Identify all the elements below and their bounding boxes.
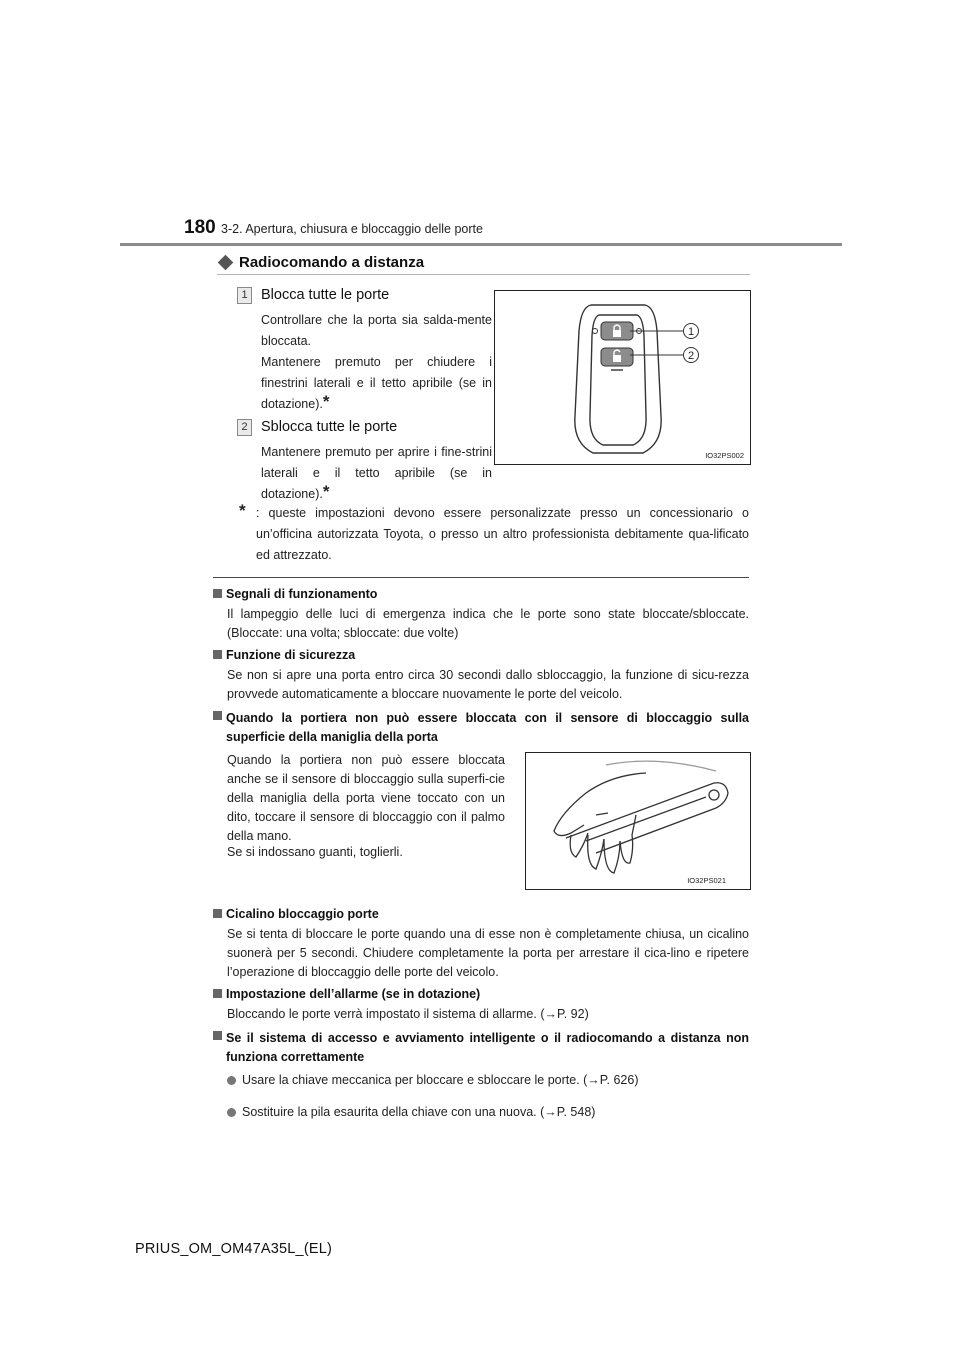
note-body: Il lampeggio delle luci di emergenza indica che le porte sono state bloccate/sbloccate. (Bloccate: una volta; sbloccate: due volte)	[227, 607, 749, 640]
note-title	[213, 587, 749, 601]
note-title-text: Segnali di funzionamento	[226, 587, 378, 601]
header-divider	[120, 243, 842, 246]
subheading	[217, 254, 424, 271]
note-title	[213, 1029, 749, 1067]
item-title-2: Sblocca tutte le porte	[261, 419, 398, 435]
page-number: 180	[184, 217, 216, 238]
note-title	[213, 648, 749, 662]
notes-divider	[213, 577, 749, 578]
note-body: Se non si apre una porta entro circa 30 secondi dallo sbloccaggio, la funzione di sicu-rezza provvede automaticamente a bloccare nuovamente le porte del veicolo.	[227, 668, 749, 701]
callout-2: 2	[687, 350, 695, 362]
square-bullet-icon	[213, 1031, 222, 1040]
diamond-icon	[218, 255, 234, 271]
square-bullet-icon	[213, 589, 222, 598]
asterisk-mark: *	[322, 482, 330, 501]
asterisk-mark: *	[322, 392, 330, 411]
section-title: 3-2. Apertura, chiusura e bloccaggio delle porte	[221, 222, 483, 236]
item-body-1b	[261, 352, 492, 415]
square-bullet-icon	[213, 650, 222, 659]
note-title	[213, 907, 749, 921]
note-body: Se si tenta di bloccare le porte quando una di esse non è completamente chiusa, un cicalino suonerà per 5 secondi. Chiudere completamente la porta per arrestare il cica-lino e ripetere l’operazione di bloccaggio delle porte del veicolo.	[227, 927, 749, 979]
circle-bullet-icon	[227, 1108, 236, 1117]
square-bullet-icon	[213, 711, 222, 720]
item-number-2: 2	[237, 419, 252, 436]
square-bullet-icon	[213, 989, 222, 998]
item-body-1b-text: Mantenere premuto per chiudere i finestrini laterali e il tetto apribile (se in dotazione).	[261, 355, 492, 411]
square-bullet-icon	[213, 909, 222, 918]
note-body: Quando la portiera non può essere bloccata anche se il sensore di bloccaggio sulla superfi-cie della maniglia della porta viene toccato con un dito, toccare il sensore di bloccaggio con il palmo della mano.	[227, 753, 505, 843]
footnote-text: : queste impostazioni devono essere personalizzate presso un concessionario o un’officina autorizzata Toyota, o presso un altro professionista debitamente qua-lificato ed attrezzato.	[256, 506, 749, 562]
note-body: Bloccando le porte verrà impostato il sistema di allarme. (→P. 92)	[227, 1007, 589, 1021]
note-title-text: Impostazione dell’allarme (se in dotazione)	[226, 987, 481, 1001]
list-item-text: Usare la chiave meccanica per bloccare e sbloccare le porte. (→P. 626)	[242, 1073, 639, 1087]
subheading-divider	[217, 274, 750, 275]
figure-code: IO32PS002	[705, 451, 744, 460]
item-title-1: Blocca tutte le porte	[261, 287, 390, 303]
note-title	[213, 709, 749, 747]
list-item-text: Sostituire la pila esaurita della chiave con una nuova. (→P. 548)	[242, 1105, 596, 1119]
note-title	[213, 987, 749, 1001]
item-body-2-text: Mantenere premuto per aprire i fine-strini laterali e il tetto apribile (se in dotazione).	[261, 445, 492, 501]
footnote-asterisk: *	[239, 501, 246, 520]
subheading-text: Radiocomando a distanza	[239, 254, 425, 271]
list-item	[227, 1105, 749, 1119]
note-title-text: Quando la portiera non può essere bloccata con il sensore di bloccaggio sulla superficie della maniglia della porta	[226, 711, 749, 744]
item-number-1: 1	[237, 287, 252, 304]
note-title-text: Funzione di sicurezza	[226, 648, 356, 662]
document-footer: PRIUS_OM_OM47A35L_(EL)	[135, 1241, 333, 1257]
figure-code: IO32PS021	[687, 876, 726, 885]
note-title-text: Cicalino bloccaggio porte	[226, 907, 379, 921]
item-body-2	[261, 442, 492, 505]
callout-1: 1	[687, 326, 695, 338]
note-title-text: Se il sistema di accesso e avviamento intelligente o il radiocomando a distanza non funziona correttamente	[226, 1031, 749, 1064]
key-fob-illustration	[495, 291, 750, 464]
note-body: Se si indossano guanti, toglierli.	[227, 845, 403, 859]
hand-on-handle-illustration	[526, 753, 750, 889]
item-body-1a: Controllare che la porta sia salda-mente bloccata.	[261, 313, 492, 348]
circle-bullet-icon	[227, 1076, 236, 1085]
list-item	[227, 1073, 749, 1087]
footnote	[239, 501, 749, 566]
key-fob-figure	[494, 290, 751, 465]
door-handle-figure	[525, 752, 751, 890]
